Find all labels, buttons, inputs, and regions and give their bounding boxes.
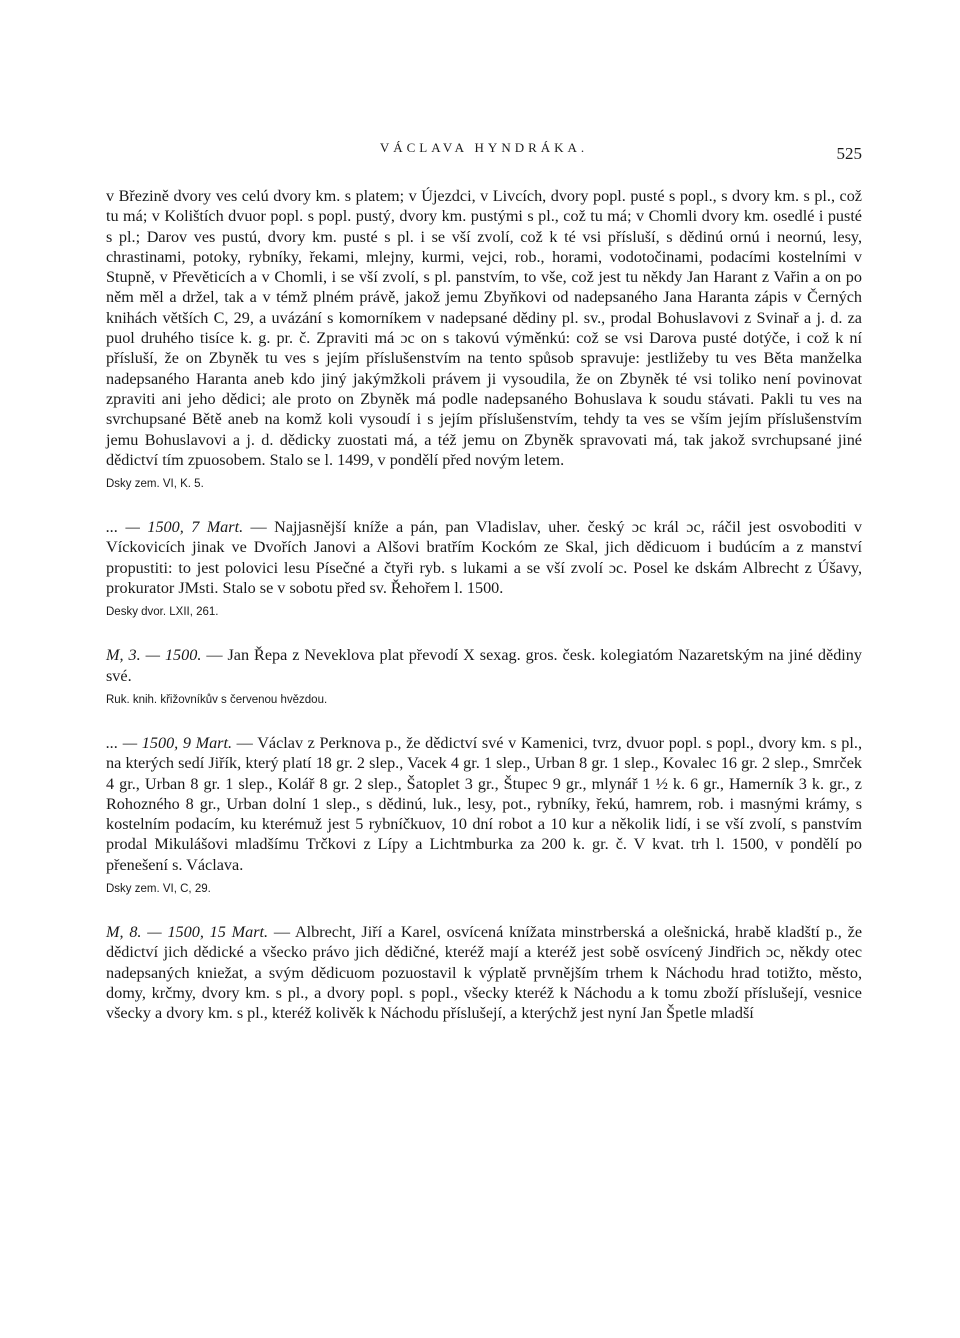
entry-body: — Najjasnější kníže a pán, pan Vladislav, uher. český ɔc král ɔc, ráčil jest osvoboditi v Víckovicích jinak ve Dvořích Janovi a Alšovi bratřím Kockóm ze Skal, jich dědicuom i budúcím a z manství propustiti: to jest polovici lesu Písečné a čtyři ryb. s lukami a se vší zvolí ɔc. Posel ke dskám Albrecht z Úšavy, prokurator JMsti. Stalo se v sobotu před sv. Řehořem l. 1500. [106,518,863,598]
document-body [106,186,862,1024]
entry-source: Dsky zem. VI, K. 5. [106,478,204,491]
entry [106,645,862,707]
entry-body: — Albrecht, Jiří a Karel, osvícená knížata minstrberská a olešnická, hrabě kladští p., že dědictví jich dědické a všecko právo jich dědičné, kteréž mají a kteréž jest sobě osvícený Jindřich ɔc, někdy otec nadepsaných kniežat, a svým dědicuom pozuostavil k výplatě prvnějším trhem k Náchodu hrad totižto, město, domy, krčmy, dvory km. s pl., a dvory popl. s popl., všecky kteréž k Náchodu a k tomu zboží příslušejí, vesnice všecky a dvory km. s pl., kteréž kolivěk k Náchodu příslušejí, a kterýchž jest nyní Jan Špetle mladší [106,923,862,1023]
entry-text [106,186,862,470]
entry-source: Ruk. knih. křižovníkův s červenou hvězdou. [106,693,328,706]
entry-text [106,517,862,598]
entry-date: M, 8. — 1500, 15 Mart. [106,923,269,942]
entry [106,733,862,896]
entry-date: ... — 1500, 9 Mart. [106,733,233,752]
entry-text [106,733,862,875]
entry-source: Desky dvor. LXII, 261. [106,606,219,619]
entry-body: — Jan Řepa z Neveklova plat převodí X sexag. gros. česk. kolegiatóm Nazaretským na jiné dědiny své. [106,646,862,685]
entry [106,922,862,1023]
entry [106,517,862,619]
running-title: VÁCLAVA HYNDRÁKA. [379,140,589,155]
entry-body: v Březině dvory ves celú dvory km. s platem; v Újezdci, v Livcích, dvory popl. pusté s popl., s dvory km. s pl., což tu má; v Kolištích dvuor popl. s popl. pustý, dvory km. pustými s pl., což tu má; v Chomli dvory km. osedlé i pusté s pl.; Darov ves pustú, dvory km. pusté s pl. i se vší zvolí, což k té vsi přísluší, s dědinú ornú i neornú, lesy, chrastinami, potoky, rybníky, řekami, mlejny, kurmi, vejci, rob., horami, vodotočinami, podacími kostelními v Stupně, v Převěticích a v Chomli, i se vší zvolí, s pl. panstvím, to vše, což jest tu někdy Jan Harant z Vařin a on po něm měl a držel, tak a v témž plném právě, jakož jemu Zbyňkovi od nadepsaného Jana Haranta zápis v Černých knihách větších C, 29, a uvázání s komorníkem v nadepsané dědiny pl. sv., prodal Bohuslavovi z Svinař a j. d. za puol druhého tisíce k. g. pr. č. Zpraviti má ɔc on s takovú výměnkú: což se vsi Darova pusté dotýče, i což k ní přísluší, že on Zbyněk tu ves s jejím příslušenstvím na tento spůsob spravuje: jestližeby tu ves Běta manželka nadepsaného Haranta aneb kdo jiný jakýmžkoli právem ji vysoudila, že on Zbyněk té vsi toliko není povinovat zpraviti ani jeho dědici; ale proto on Zbyněk má podle nadepsaného Bohuslava k soudu stávati. Pakli tu ves na svrchupsané Bětě aneb na komž koli vysoudí i s jejím příslušenstvím, tehdy ta ves se vším jejím příslušenstvím jemu Bohuslavovi a j. d. dědicky zuostati má, a též jemu on Zbyněk spravovati má, tak jakož svrchupsané jiné dědictví tím zpuosobem. Stalo se l. 1499, v pondělí před novým letem. [106,187,862,469]
entry [106,186,862,491]
entry-date: M, 3. — 1500. [106,646,202,665]
page-number: 525 [836,144,862,163]
entry-date: ... — 1500, 7 Mart. [106,518,244,537]
entry-source: Dsky zem. VI, C, 29. [106,883,211,896]
entry-text [106,645,862,686]
page-header [106,136,862,166]
entry-text [106,922,862,1023]
entry-body: — Václav z Perknova p., že dědictví své v Kamenici, tvrz, dvuor popl. s popl., dvory km. s pl., na kterých sedí Jiřík, který platí 18 gr. 2 slep., Vacek 4 gr. 1 slep., Urban 8 gr. 1 slep., Kovalec 16 gr. 2 slep., Smrček 4 gr., Urban 8 gr. 1 slep., Kolář 8 gr. 2 slep., Šatoplet 3 gr., Štupec 9 gr., mlynář 1 ½ k. 6 gr., Hamerník 3 k. gr., z Rohozného 8 gr., Urban dolní 1 slep., s dědinú, luk., lesy, pot., rybníky, řekú, hamrem, rob. i masnými krámy, s kostelním podacím, ku kterémuž jest 5 rybníčkuov, 10 dní robot a 10 kur a několik lidí, i se vší zvolí, s panstvím prodal Mikulášovi mladšímu Trčkovi z Lípy a Lichtmburka za 200 k. gr. č. V kvat. trh l. 1500, v pondělí po přenešení s. Václava. [106,733,862,874]
